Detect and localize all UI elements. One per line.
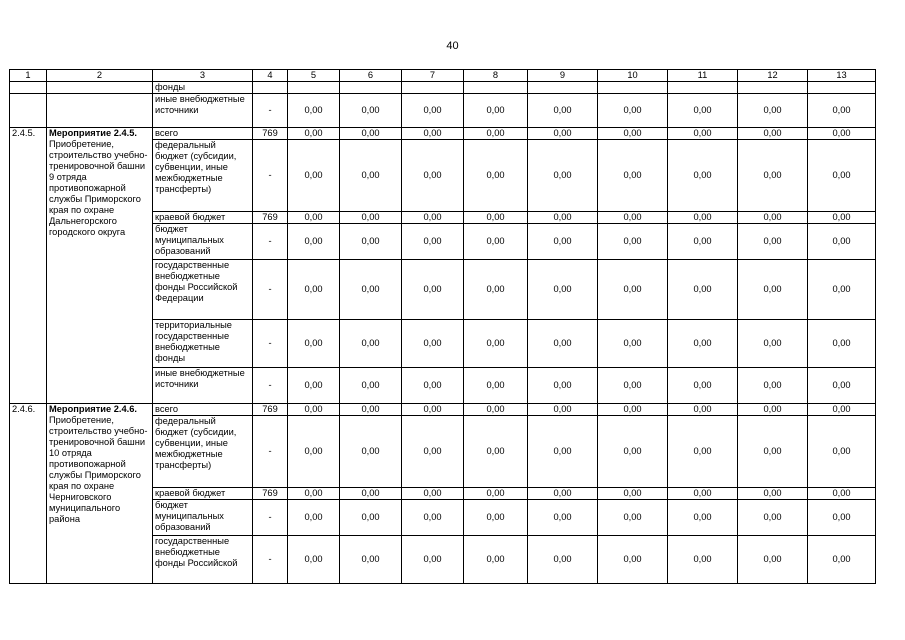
cell-value: 0,00 [464,500,528,536]
cell-value: 0,00 [598,488,668,500]
cell-value [340,82,402,94]
measure-title: Мероприятие 2.4.5. [49,128,137,138]
measure-description: Приобретение, строительство учебно-тренировочной башни 10 отряда противопожарной службы Приморского края по охране Черниговского муниципального района [49,415,148,524]
cell-value: 0,00 [668,404,738,416]
cell-value: 0,00 [528,260,598,320]
cell-value: 0,00 [668,488,738,500]
table-row [10,82,876,94]
cell-measure [47,82,153,94]
cell-code: - [253,94,288,128]
cell-source: территориальные государственные внебюджетные фонды [153,320,253,368]
cell-code: 769 [253,212,288,224]
cell-value [464,82,528,94]
cell-value: 0,00 [668,500,738,536]
cell-value: 0,00 [402,320,464,368]
cell-value: 0,00 [464,94,528,128]
cell-value [528,82,598,94]
cell-value: 0,00 [464,128,528,140]
cell-value: 0,00 [340,94,402,128]
cell-value: 0,00 [808,320,876,368]
cell-value: 0,00 [808,536,876,584]
cell-value: 0,00 [464,212,528,224]
cell-value: 0,00 [598,224,668,260]
cell-source: всего [153,404,253,416]
cell-value: 0,00 [288,536,340,584]
column-header-13: 13 [808,70,876,82]
cell-value: 0,00 [340,140,402,212]
cell-value: 0,00 [808,404,876,416]
cell-source: государственные внебюджетные фонды Российской [153,536,253,584]
cell-value: 0,00 [340,368,402,404]
cell-value: 0,00 [668,416,738,488]
cell-value: 0,00 [738,224,808,260]
budget-table [9,69,876,584]
cell-code: 769 [253,488,288,500]
table-row [10,94,876,128]
cell-value: 0,00 [528,140,598,212]
cell-value: 0,00 [288,500,340,536]
cell-value: 0,00 [528,320,598,368]
cell-code: - [253,320,288,368]
cell-value: 0,00 [288,212,340,224]
cell-value: 0,00 [808,500,876,536]
cell-code: - [253,368,288,404]
cell-value: 0,00 [288,416,340,488]
cell-value: 0,00 [402,140,464,212]
column-header-3: 3 [153,70,253,82]
cell-value [668,82,738,94]
cell-value: 0,00 [808,128,876,140]
cell-source: всего [153,128,253,140]
cell-value: 0,00 [598,128,668,140]
cell-value: 0,00 [340,536,402,584]
cell-value: 0,00 [668,94,738,128]
cell-value: 0,00 [464,488,528,500]
cell-code: - [253,224,288,260]
cell-source: бюджет муниципальных образований [153,224,253,260]
cell-code: 769 [253,128,288,140]
cell-source: федеральный бюджет (субсидии, субвенции, иные межбюджетные трансферты) [153,140,253,212]
cell-value: 0,00 [528,224,598,260]
cell-value: 0,00 [402,368,464,404]
column-header-1: 1 [10,70,47,82]
cell-value: 0,00 [464,320,528,368]
cell-value: 0,00 [340,500,402,536]
cell-value: 0,00 [738,94,808,128]
cell-value: 0,00 [464,416,528,488]
cell-value: 0,00 [402,536,464,584]
cell-value: 0,00 [738,488,808,500]
column-header-6: 6 [340,70,402,82]
cell-value: 0,00 [340,416,402,488]
cell-measure [47,404,153,584]
cell-source: иные внебюджетные источники [153,368,253,404]
cell-value [598,82,668,94]
cell-value: 0,00 [402,500,464,536]
cell-value [402,82,464,94]
cell-value: 0,00 [738,128,808,140]
cell-value: 0,00 [738,416,808,488]
cell-number: 2.4.5. [10,128,47,404]
column-header-7: 7 [402,70,464,82]
cell-value: 0,00 [464,368,528,404]
cell-value: 0,00 [668,140,738,212]
cell-value [288,82,340,94]
cell-value: 0,00 [668,536,738,584]
cell-source: краевой бюджет [153,488,253,500]
cell-value: 0,00 [288,404,340,416]
cell-value: 0,00 [668,128,738,140]
column-header-2: 2 [47,70,153,82]
cell-value: 0,00 [340,404,402,416]
cell-value: 0,00 [288,224,340,260]
cell-value: 0,00 [528,488,598,500]
cell-value: 0,00 [528,212,598,224]
column-header-9: 9 [528,70,598,82]
measure-description: Приобретение, строительство учебно-тренировочной башни 9 отряда противопожарной службы Приморского края по охране Дальнегорского городского округа [49,139,148,237]
cell-value: 0,00 [808,224,876,260]
cell-value: 0,00 [528,404,598,416]
cell-value: 0,00 [738,500,808,536]
cell-value: 0,00 [598,320,668,368]
cell-source: краевой бюджет [153,212,253,224]
cell-value: 0,00 [288,94,340,128]
header-row [10,70,876,82]
cell-value: 0,00 [808,140,876,212]
cell-source: фонды [153,82,253,94]
cell-value: 0,00 [340,224,402,260]
cell-value: 0,00 [288,488,340,500]
cell-value: 0,00 [668,320,738,368]
cell-value: 0,00 [402,128,464,140]
page-number: 40 [446,40,459,52]
cell-value: 0,00 [288,140,340,212]
cell-value: 0,00 [528,416,598,488]
column-header-4: 4 [253,70,288,82]
cell-value: 0,00 [288,260,340,320]
cell-value [808,82,876,94]
cell-value: 0,00 [464,536,528,584]
cell-code: - [253,260,288,320]
cell-value: 0,00 [598,260,668,320]
cell-value: 0,00 [668,368,738,404]
cell-source: государственные внебюджетные фонды Российской Федерации [153,260,253,320]
cell-value: 0,00 [402,488,464,500]
cell-code: - [253,140,288,212]
cell-value: 0,00 [340,260,402,320]
cell-number [10,94,47,128]
cell-value: 0,00 [402,212,464,224]
cell-value: 0,00 [738,260,808,320]
cell-value: 0,00 [598,140,668,212]
cell-value: 0,00 [808,488,876,500]
cell-value: 0,00 [464,404,528,416]
cell-value: 0,00 [528,368,598,404]
cell-value: 0,00 [528,128,598,140]
column-header-5: 5 [288,70,340,82]
cell-value: 0,00 [738,140,808,212]
cell-code: - [253,500,288,536]
cell-value: 0,00 [528,500,598,536]
cell-value: 0,00 [738,320,808,368]
cell-value: 0,00 [340,320,402,368]
cell-value: 0,00 [598,404,668,416]
cell-value: 0,00 [598,500,668,536]
cell-number [10,82,47,94]
cell-value: 0,00 [738,536,808,584]
cell-source: федеральный бюджет (субсидии, субвенции, иные межбюджетные трансферты) [153,416,253,488]
table-row [10,128,876,140]
cell-value: 0,00 [598,536,668,584]
cell-value: 0,00 [528,536,598,584]
column-header-12: 12 [738,70,808,82]
cell-value: 0,00 [402,224,464,260]
table-row [10,404,876,416]
cell-value: 0,00 [288,320,340,368]
cell-value: 0,00 [808,416,876,488]
cell-value: 0,00 [402,94,464,128]
cell-value: 0,00 [464,224,528,260]
cell-value: 0,00 [464,140,528,212]
cell-source: иные внебюджетные источники [153,94,253,128]
cell-value: 0,00 [528,94,598,128]
cell-value: 0,00 [598,416,668,488]
cell-value: 0,00 [402,416,464,488]
cell-value: 0,00 [808,94,876,128]
measure-title: Мероприятие 2.4.6. [49,404,137,414]
cell-value: 0,00 [598,94,668,128]
table-body [10,70,876,584]
cell-value: 0,00 [402,260,464,320]
cell-value: 0,00 [738,212,808,224]
cell-value [738,82,808,94]
cell-code: - [253,536,288,584]
cell-value: 0,00 [340,488,402,500]
cell-value: 0,00 [402,404,464,416]
cell-value: 0,00 [808,212,876,224]
cell-value: 0,00 [808,368,876,404]
cell-value: 0,00 [668,212,738,224]
cell-value: 0,00 [668,260,738,320]
cell-value: 0,00 [340,128,402,140]
cell-value: 0,00 [598,368,668,404]
cell-value: 0,00 [288,368,340,404]
cell-value: 0,00 [808,260,876,320]
cell-code: 769 [253,404,288,416]
cell-value: 0,00 [288,128,340,140]
cell-value: 0,00 [738,404,808,416]
cell-value: 0,00 [668,224,738,260]
column-header-8: 8 [464,70,528,82]
column-header-10: 10 [598,70,668,82]
cell-code [253,82,288,94]
cell-number: 2.4.6. [10,404,47,584]
column-header-11: 11 [668,70,738,82]
cell-value: 0,00 [598,212,668,224]
cell-value: 0,00 [738,368,808,404]
cell-source: бюджет муниципальных образований [153,500,253,536]
cell-value: 0,00 [464,260,528,320]
cell-measure [47,94,153,128]
cell-measure [47,128,153,404]
cell-code: - [253,416,288,488]
cell-value: 0,00 [340,212,402,224]
